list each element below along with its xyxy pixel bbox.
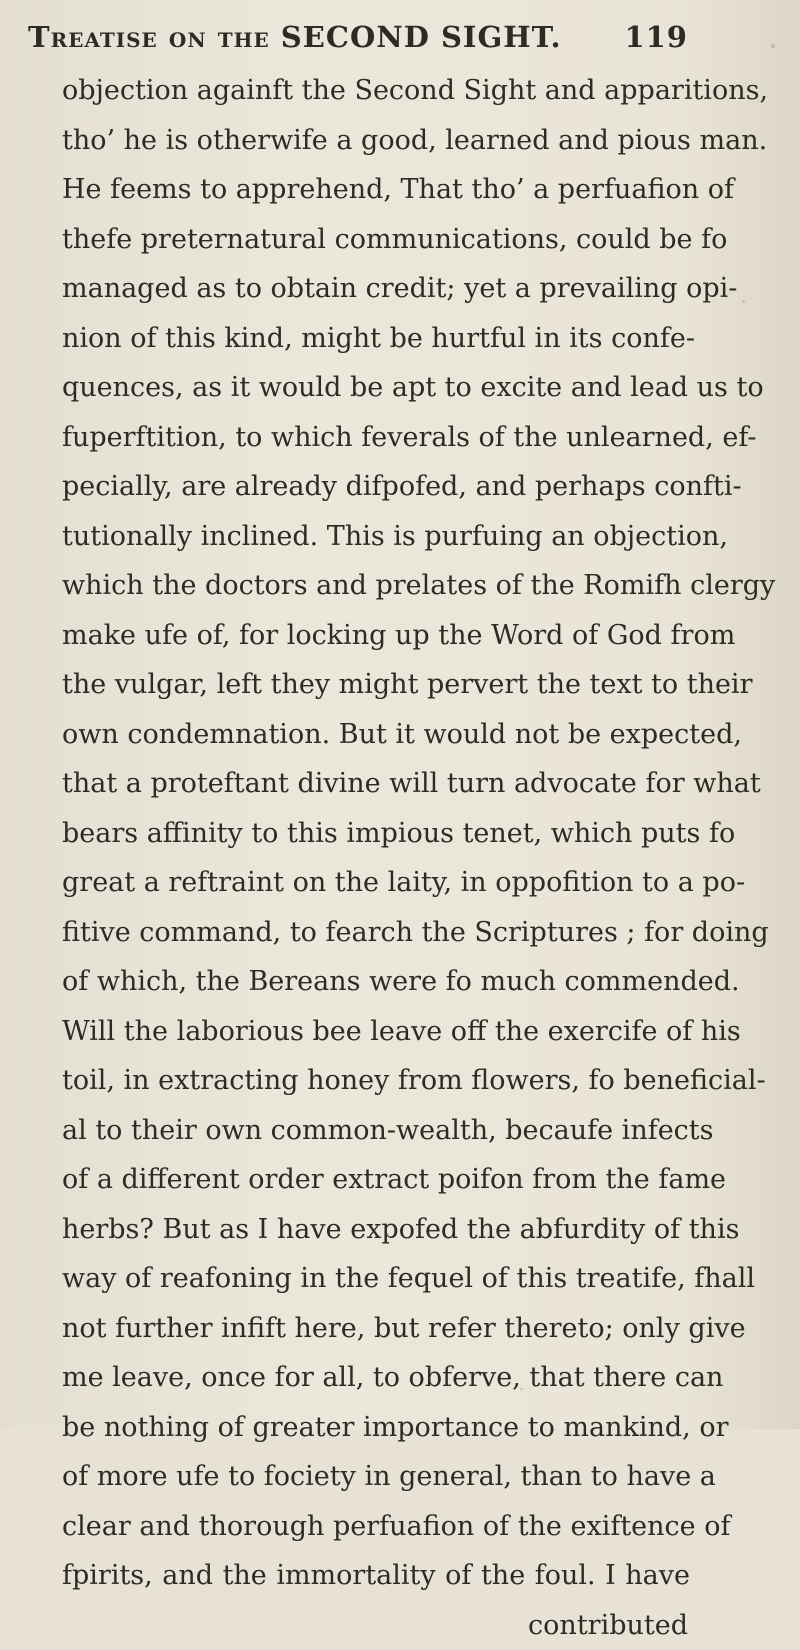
text-line: toil, in extracting honey from flowers, fo beneficial- xyxy=(62,1056,690,1106)
text-line: al to their own common-wealth, becaufe infects xyxy=(62,1106,690,1156)
text-line: of which, the Bereans were fo much commended. xyxy=(62,957,690,1007)
text-line: fitive command, to fearch the Scriptures ; for doing xyxy=(62,908,690,958)
text-line: that a proteftant divine will turn advocate for what xyxy=(62,759,690,809)
text-line: clear and thorough perfuafion of the exiftence of xyxy=(62,1502,690,1552)
text-line: fuperftition, to which feverals of the unlearned, ef- xyxy=(62,413,690,463)
text-line: quences, as it would be apt to excite and lead us to xyxy=(62,363,690,413)
text-line: managed as to obtain credit; yet a prevailing opi- xyxy=(62,264,690,314)
paper-speck xyxy=(771,44,775,48)
text-line: not further infift here, but refer thereto; only give xyxy=(62,1304,690,1354)
running-header xyxy=(28,20,688,66)
text-line: great a reftraint on the laity, in oppofition to a po- xyxy=(62,858,690,908)
text-line: thefe preternatural communications, could be fo xyxy=(62,215,690,265)
page-number: 119 xyxy=(624,20,688,54)
text-line: bears affinity to this impious tenet, which puts fo xyxy=(62,809,690,859)
text-line: tho’ he is otherwife a good, learned and pious man. xyxy=(62,116,690,166)
catchword: contributed xyxy=(62,1601,690,1650)
text-line: He feems to apprehend, That tho’ a perfuafion of xyxy=(62,165,690,215)
text-line: Will the laborious bee leave off the exercife of his xyxy=(62,1007,690,1057)
text-line: which the doctors and prelates of the Romifh clergy xyxy=(62,561,690,611)
text-line: herbs? But as I have expofed the abfurdity of this xyxy=(62,1205,690,1255)
text-line: own condemnation. But it would not be expected, xyxy=(62,710,690,760)
text-line: be nothing of greater importance to mankind, or xyxy=(62,1403,690,1453)
text-line: of a different order extract poifon from the fame xyxy=(62,1155,690,1205)
text-line: objection againft the Second Sight and apparitions, xyxy=(62,66,690,116)
text-line: pecially, are already difpofed, and perhaps confti- xyxy=(62,462,690,512)
text-line: nion of this kind, might be hurtful in its confe- xyxy=(62,314,690,364)
text-line: fpirits, and the immortality of the foul. I have xyxy=(62,1551,690,1601)
running-title: Treatise on the SECOND SIGHT. xyxy=(28,20,562,54)
paper-speck xyxy=(742,300,745,303)
text-line: make ufe of, for locking up the Word of God from xyxy=(62,611,690,661)
text-line: the vulgar, left they might pervert the text to their xyxy=(62,660,690,710)
body-text xyxy=(62,66,690,1650)
text-line: of more ufe to fociety in general, than to have a xyxy=(62,1452,690,1502)
text-line: way of reafoning in the fequel of this treatife, fhall xyxy=(62,1254,690,1304)
text-line: me leave, once for all, to obferve, that there can xyxy=(62,1353,690,1403)
text-line: tutionally inclined. This is purfuing an objection, xyxy=(62,512,690,562)
